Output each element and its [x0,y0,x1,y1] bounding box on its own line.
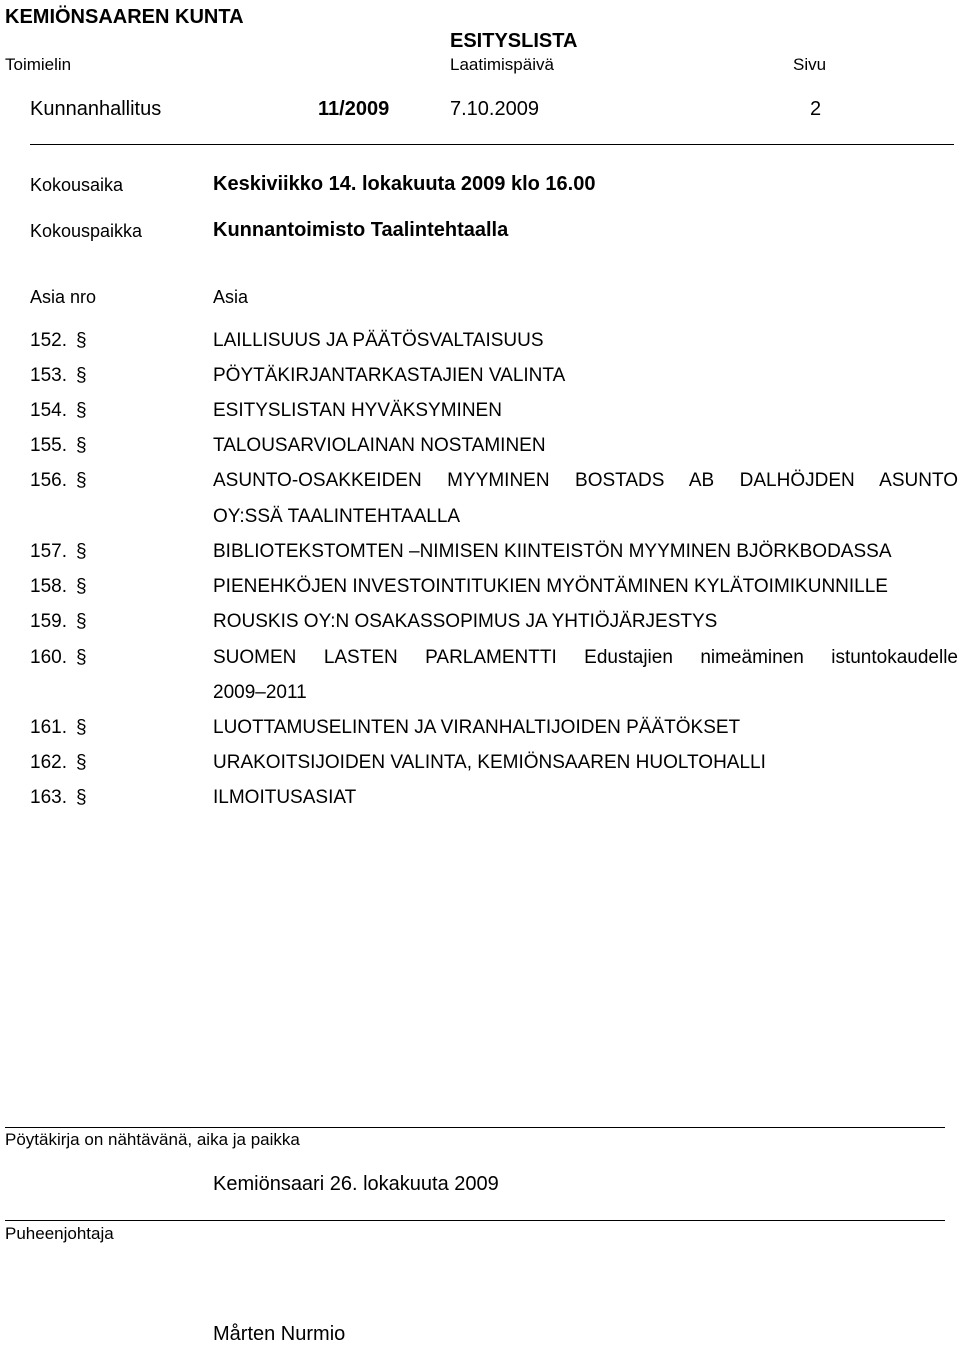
section-sign: § [76,365,87,386]
agenda-item-title-continued: OY:SSÄ TAALINTEHTAALLA [213,506,461,527]
section-sign: § [76,787,87,808]
agenda-item-title: ROUSKIS OY:N OSAKASSOPIMUS JA YHTIÖJÄRJESTYS [213,611,718,632]
section-sign: § [76,717,87,738]
agenda-item-number: 159. [30,611,67,632]
agenda-item-title: LAILLISUUS JA PÄÄTÖSVALTAISUUS [213,330,544,351]
agenda-item-number: 155. [30,435,67,456]
meeting-number: 11/2009 [318,98,390,120]
section-sign: § [76,400,87,421]
body-label: Toimielin [5,55,72,74]
agenda-item-title: SUOMEN LASTEN PARLAMENTTI Edustajien nimeäminen istuntokaudelle [213,647,958,668]
agenda-item-number: 152. [30,330,67,351]
agenda-item-number: 157. [30,541,67,562]
date-value: 7.10.2009 [450,98,539,120]
body-value: Kunnanhallitus [30,98,162,120]
organization-name: KEMIÖNSAAREN KUNTA [5,6,244,28]
agenda-item-header: Asia [213,287,249,307]
section-sign: § [76,541,87,562]
notice-value: Kemiönsaari 26. lokakuuta 2009 [213,1173,499,1195]
agenda-item-title: ASUNTO-OSAKKEIDEN MYYMINEN BOSTADS AB DALHÖJDEN ASUNTO [213,470,958,491]
agenda-item-number: 156. [30,470,67,491]
date-label: Laatimispäivä [450,55,554,74]
agenda-item-title: URAKOITSIJOIDEN VALINTA, KEMIÖNSAAREN HUOLTOHALLI [213,752,766,773]
meeting-time-value: Keskiviikko 14. lokakuuta 2009 klo 16.00 [213,173,596,195]
document-type: ESITYSLISTA [450,30,578,52]
section-sign: § [76,647,87,668]
header-divider [30,144,954,145]
agenda-nr-header: Asia nro [30,287,97,307]
section-sign: § [76,470,87,491]
section-sign: § [76,576,87,597]
page-label: Sivu [793,55,827,74]
section-sign: § [76,435,87,456]
notice-label: Pöytäkirja on nähtävänä, aika ja paikka [5,1130,300,1149]
agenda-item-title: ILMOITUSASIAT [213,787,357,808]
agenda-item-title: PÖYTÄKIRJANTARKASTAJIEN VALINTA [213,365,566,386]
signature-divider [5,1220,945,1221]
agenda-item-number: 158. [30,576,67,597]
meeting-time-label: Kokousaika [30,175,124,195]
agenda-item-number: 153. [30,365,67,386]
agenda-item-title: LUOTTAMUSELINTEN JA VIRANHALTIJOIDEN PÄÄTÖKSET [213,717,741,738]
section-sign: § [76,752,87,773]
agenda-item-title: BIBLIOTEKSTOMTEN –NIMISEN KIINTEISTÖN MYYMINEN BJÖRKBODASSA [213,541,892,562]
footer-divider [5,1127,945,1128]
chair-name: Mårten Nurmio [213,1323,346,1345]
page-number: 2 [810,98,822,120]
agenda-item-title: TALOUSARVIOLAINAN NOSTAMINEN [213,435,546,456]
agenda-item-number: 154. [30,400,67,421]
section-sign: § [76,330,87,351]
meeting-place-value: Kunnantoimisto Taalintehtaalla [213,219,509,241]
chair-label: Puheenjohtaja [5,1224,114,1243]
agenda-item-number: 160. [30,647,67,668]
section-sign: § [76,611,87,632]
agenda-item-title: ESITYSLISTAN HYVÄKSYMINEN [213,400,502,421]
agenda-item-title-continued: 2009–2011 [213,682,307,703]
agenda-item-number: 161. [30,717,67,738]
agenda-item-number: 163. [30,787,67,808]
agenda-item-title: PIENEHKÖJEN INVESTOINTITUKIEN MYÖNTÄMINEN KYLÄTOIMIKUNNILLE [213,576,888,597]
meeting-place-label: Kokouspaikka [30,221,143,241]
agenda-item-number: 162. [30,752,67,773]
